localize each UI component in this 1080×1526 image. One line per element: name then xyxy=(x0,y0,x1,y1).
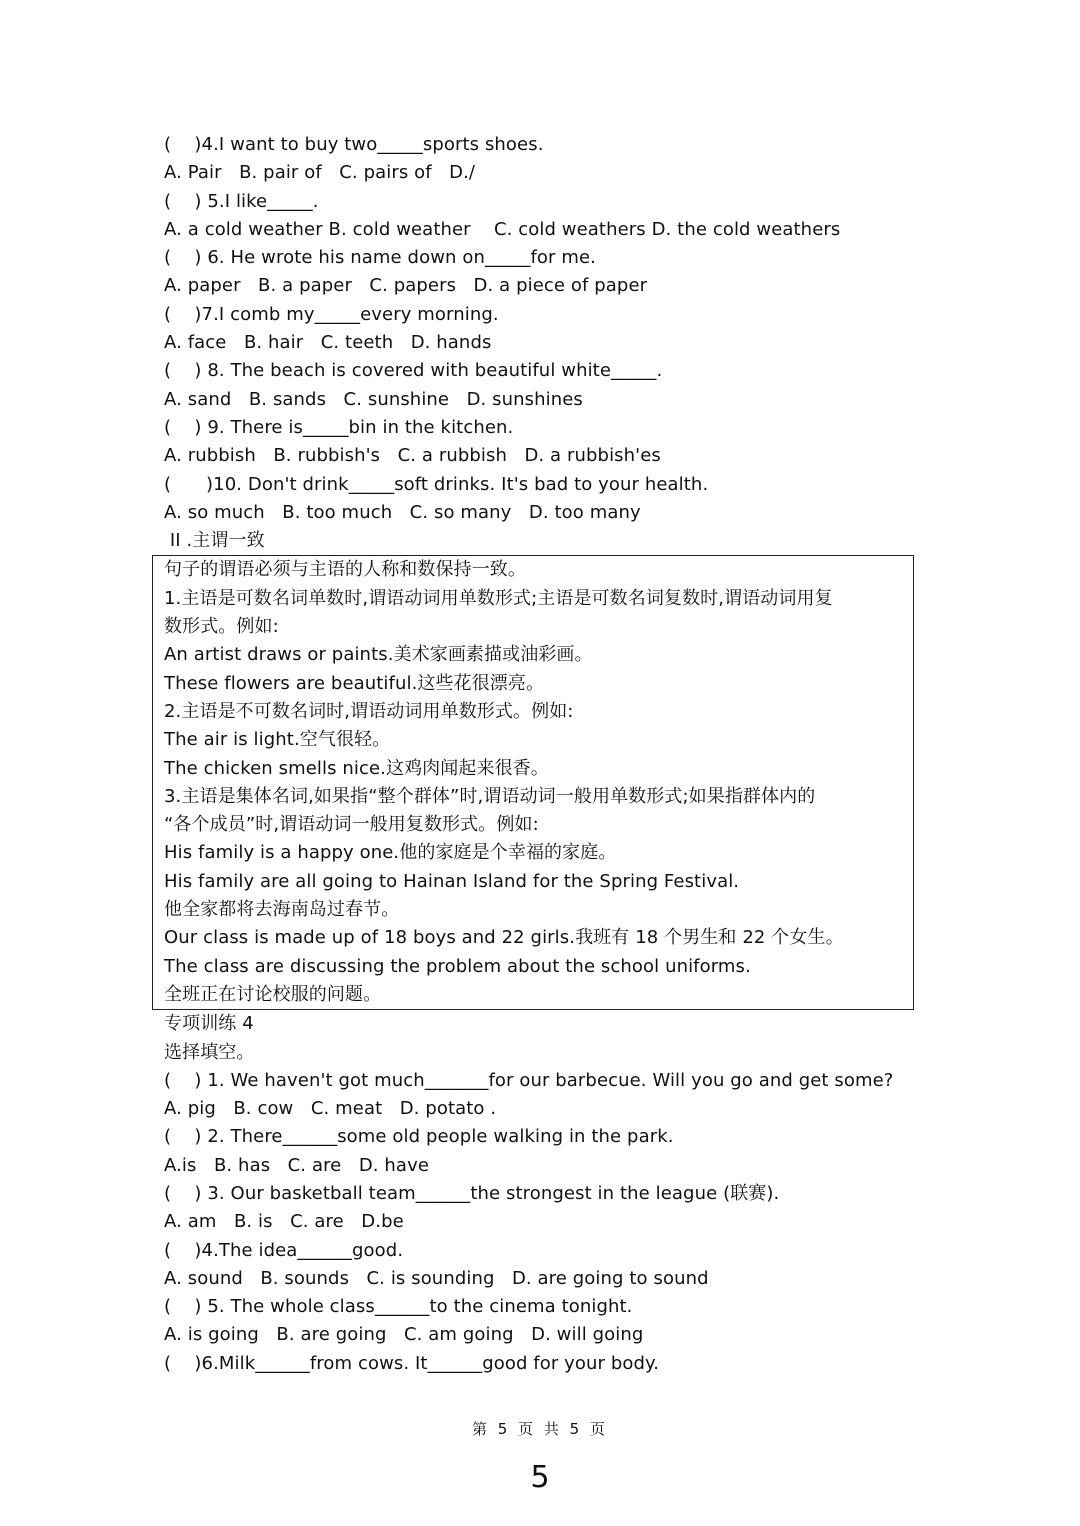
note-line: 全班正在讨论校服的问题。 xyxy=(164,983,382,1005)
page-number: 5 xyxy=(530,1460,550,1495)
question-group-part2 xyxy=(164,1067,924,1378)
section-heading: II .主谓一致 xyxy=(164,530,265,552)
note-line: Our class is made up of 18 boys and 22 girls.我班有 18 个男生和 22 个女生。 xyxy=(164,927,844,949)
question-text: ( ) 1. We haven't got much_______for our barbecue. Will you go and get some? xyxy=(164,1069,894,1091)
note-line: 3.主语是集体名词,如果指“整个群体”时,谓语动词一般用单数形式;如果指群体内的 xyxy=(164,785,816,807)
answer-options: A. rubbish B. rubbish's C. a rubbish D. a rubbish'es xyxy=(164,445,661,467)
training-instruction: 选择填空。 xyxy=(164,1041,255,1063)
question-text: ( ) 8. The beach is covered with beautiful white_____. xyxy=(164,360,663,382)
answer-options: A. is going B. are going C. am going D. will going xyxy=(164,1324,644,1346)
page-content xyxy=(164,131,924,1378)
answer-options: A. face B. hair C. teeth D. hands xyxy=(164,332,492,354)
answer-options: A.is B. has C. are D. have xyxy=(164,1154,429,1176)
answer-options: A. so much B. too much C. so many D. too many xyxy=(164,501,641,523)
answer-options: A. Pair B. pair of C. pairs of D./ xyxy=(164,162,476,184)
question-text: ( ) 6. He wrote his name down on_____for me. xyxy=(164,247,596,269)
note-line: His family is a happy one.他的家庭是个幸福的家庭。 xyxy=(164,842,617,864)
question-text: ( ) 5. The whole class______to the cinema tonight. xyxy=(164,1296,633,1318)
question-text: ( )6.Milk______from cows. It______good for your body. xyxy=(164,1352,660,1374)
note-line: “各个成员”时,谓语动词一般用复数形式。例如: xyxy=(164,814,539,836)
question-text: ( ) 9. There is_____bin in the kitchen. xyxy=(164,416,514,438)
note-line: These flowers are beautiful.这些花很漂亮。 xyxy=(164,672,545,694)
question-text: ( )4.The idea______good. xyxy=(164,1239,404,1261)
question-text: ( )4.I want to buy two_____sports shoes. xyxy=(164,134,544,155)
note-line: 1.主语是可数名词单数时,谓语动词用单数形式;主语是可数名词复数时,谓语动词用复 xyxy=(164,587,833,609)
note-line: 他全家都将去海南岛过春节。 xyxy=(164,899,400,921)
question-text: ( ) 5.I like_____. xyxy=(164,190,319,212)
note-line: 数形式。例如: xyxy=(164,616,279,638)
note-line: 句子的谓语必须与主语的人称和数保持一致。 xyxy=(164,559,526,581)
note-line: 2.主语是不可数名词时,谓语动词用单数形式。例如: xyxy=(164,700,574,722)
answer-options: A. sand B. sands C. sunshine D. sunshines xyxy=(164,388,583,410)
question-text: ( )10. Don't drink_____soft drinks. It's bad to your health. xyxy=(164,473,709,495)
question-text: ( ) 3. Our basketball team______the strongest in the league (联赛). xyxy=(164,1182,780,1204)
grammar-note-box xyxy=(152,555,914,1010)
note-line: An artist draws or paints.美术家画素描或油彩画。 xyxy=(164,644,593,666)
training-title: 专项训练 4 xyxy=(164,1013,254,1035)
note-line: The chicken smells nice.这鸡肉闻起来很香。 xyxy=(164,757,549,779)
question-group-part1 xyxy=(164,131,924,527)
page-footer: 第 5 页 共 5 页 xyxy=(472,1420,608,1438)
question-text: ( )7.I comb my_____every morning. xyxy=(164,303,499,325)
note-line: The air is light.空气很轻。 xyxy=(164,729,391,751)
question-text: ( ) 2. There______some old people walking in the park. xyxy=(164,1126,674,1148)
answer-options: A. am B. is C. are D.be xyxy=(164,1211,404,1233)
note-line: His family are all going to Hainan Island for the Spring Festival. xyxy=(164,870,740,892)
answer-options: A. sound B. sounds C. is sounding D. are going to sound xyxy=(164,1267,709,1289)
answer-options: A. pig B. cow C. meat D. potato . xyxy=(164,1098,497,1120)
answer-options: A. paper B. a paper C. papers D. a piece of paper xyxy=(164,275,648,297)
answer-options: A. a cold weather B. cold weather C. cold weathers D. the cold weathers xyxy=(164,218,841,240)
note-line: The class are discussing the problem about the school uniforms. xyxy=(164,955,751,977)
